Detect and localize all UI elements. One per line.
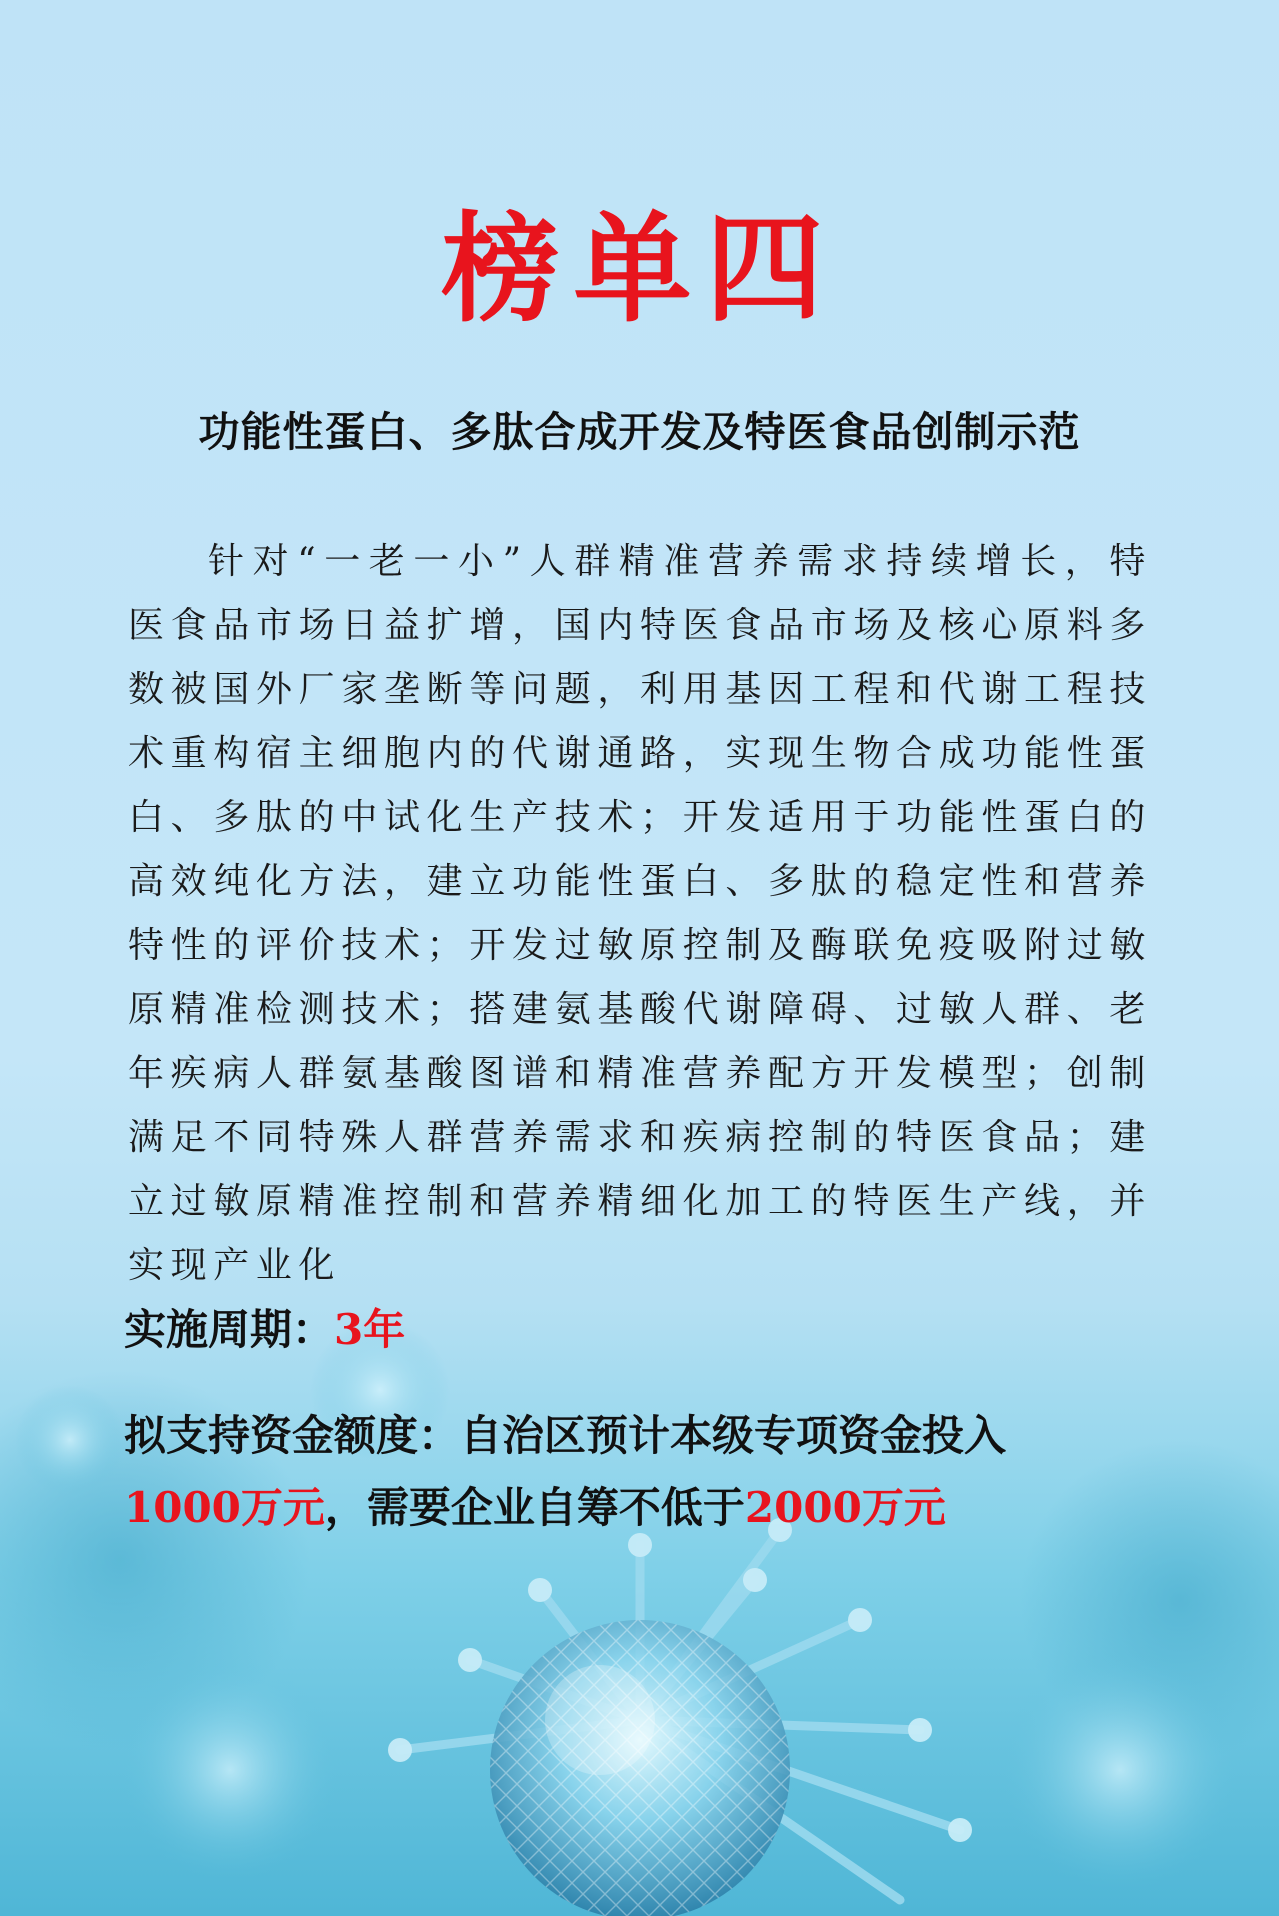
description-paragraph: 针对“一老一小”人群精准营养需求持续增长，特医食品市场日益扩增，国内特医食品市场及核心原料多数被国外厂家垄断等问题，利用基因工程和代谢工程技术重构宿主细胞内的代谢通路，实现生物合成功能性蛋白、多肽的中试化生产技术；开发适用于功能性蛋白的高效纯化方法，建立功能性蛋白、多肽的稳定性和营养特性的评价技术；开发过敏原控制及酶联免疫吸附过敏原精准检测技术；搭建氨基酸代谢障碍、过敏人群、老年疾病人群氨基酸图谱和精准营养配方开发模型；创制满足不同特殊人群营养需求和疾病控制的特医食品；建立过敏原精准控制和营养精细化加工的特医生产线，并实现产业化 xyxy=(128,541,1152,1286)
funding-text-1: 自治区预计本级专项资金投入 xyxy=(460,1411,1007,1460)
period-label: 实施周期： xyxy=(124,1305,335,1354)
funding-amount-1: 1000万元 xyxy=(124,1483,325,1532)
page-title: 榜单四 xyxy=(441,200,838,338)
funding-text-2: ，需要企业自筹不低于 xyxy=(324,1483,745,1532)
page-subtitle: 功能性蛋白、多肽合成开发及特医食品创制示范 xyxy=(198,408,1081,456)
implementation-period xyxy=(124,1305,405,1355)
virus-illustration xyxy=(0,1300,1279,1916)
funding-amount xyxy=(124,1400,1184,1544)
funding-amount-2: 2000万元 xyxy=(744,1483,946,1532)
period-value: 3年 xyxy=(334,1305,406,1354)
funding-label: 拟支持资金额度： xyxy=(124,1411,461,1460)
